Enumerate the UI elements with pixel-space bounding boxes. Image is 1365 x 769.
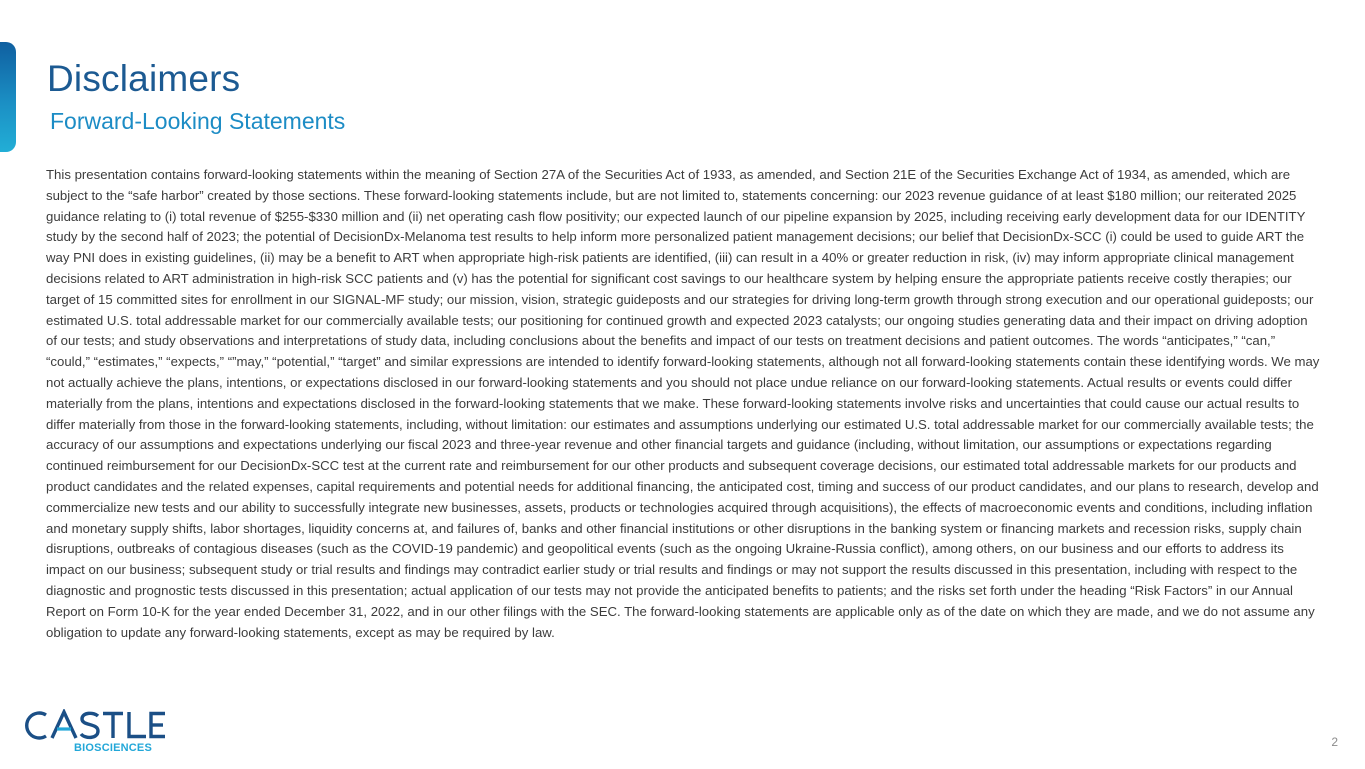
logo-wordmark-sub: BIOSCIENCES — [74, 742, 152, 754]
accent-bar — [0, 42, 16, 152]
page-subtitle: Forward-Looking Statements — [50, 108, 346, 134]
page-title: Disclaimers — [47, 58, 241, 99]
disclaimer-body-text: This presentation contains forward-looking statements within the meaning of Section 27A of the Securities Act of 1933, as amended, and Section 21E of the Securities Exchange Act of 1934, as amended, which are subject to the “safe harbor” created by those sections. These forward-looking statements include, but are not limited to, statements concerning: our 2023 revenue guidance of at least $180 million; our reiterated 2025 guidance relating to (i) total revenue of $255-$330 million and (ii) net operating cash flow positivity; our expected launch of our pipeline expansion by 2025, including receiving early development data for our IDENTITY study by the second half of 2023; the potential of DecisionDx-Melanoma test results to help inform more personalized patient management decisions; our belief that DecisionDx-SCC (i) could be used to guide ART the way PNI does in existing guidelines, (ii) may be a benefit to ART when appropriate high-risk patients are identified, (iii) can result in a 40% or greater reduction in risk, (iv) may inform appropriate clinical management decisions related to ART administration in high-risk SCC patients and (v) has the potential for significant cost savings to our healthcare system by helping ensure the appropriate patients receive costly therapies; our target of 15 committed sites for enrollment in our SIGNAL-MF study; our mission, vision, strategic guideposts and our strategies for driving long-term growth through strong execution and our operational guideposts; our estimated U.S. total addressable market for our commercially available tests; our positioning for continued growth and expected 2023 catalysts; our ongoing studies generating data and their impact on driving adoption of our tests; and study observations and interpretations of study data, including conclusions about the benefits and impact of our tests on treatment decisions and patient outcomes. The words “anticipates,” “can,” “could,” “estimates,” “expects,” “”may,” “potential,” “target” and similar expressions are intended to identify forward-looking statements, although not all forward-looking statements contain these identifying words. We may not actually achieve the plans, intentions, or expectations disclosed in our forward-looking statements and you should not place undue reliance on our forward-looking statements. Actual results or events could differ materially from the plans, intentions and expectations disclosed in the forward-looking statements that we make. These forward-looking statements involve risks and uncertainties that could cause our actual results to differ materially from those in the forward-looking statements, including, without limitation: our estimates and assumptions underlying our estimated U.S. total addressable market for our commercially available tests; the accuracy of our assumptions and expectations underlying our fiscal 2023 and three-year revenue and other financial targets and guidance (including, without limitation, our assumptions or expectations regarding continued reimbursement for our DecisionDx-SCC test at the current rate and reimbursement for our other products and subsequent coverage decisions, our estimated total addressable markets for our products and product candidates and the related expenses, capital requirements and potential needs for additional financing, the anticipated cost, timing and success of our product candidates, and our plans to research, develop and commercialize new tests and our ability to successfully integrate new businesses, assets, products or technologies acquired through acquisitions), the effects of macroeconomic events and conditions, including inflation and monetary supply shifts, labor shortages, liquidity concerns at, and failures of, banks and other financial institutions or other disruptions in the banking system or financing markets and recession risks, supply chain disruptions, outbreaks of contagious diseases (such as the COVID-19 pandemic) and geopolitical events (such as the ongoing Ukraine-Russia conflict), among others, on our business and our efforts to address its impact on our business; subsequent study or trial results and findings may contradict earlier study or trial results and findings or may not support the results discussed in this presentation, including with respect to the diagnostic and prognostic tests discussed in this presentation; actual application of our tests may not provide the anticipated benefits to patients; and the risks set forth under the heading “Risk Factors” in our Annual Report on Form 10-K for the year ended December 31, 2022, and in our other filings with the SEC. The forward-looking statements are applicable only as of the date on which they are made, and we do not assume any obligation to update any forward-looking statements, except as may be required by law. — [46, 167, 1320, 640]
company-logo — [24, 709, 169, 755]
page-number: 2 — [1331, 735, 1338, 749]
castle-biosciences-logo-icon — [24, 709, 169, 755]
